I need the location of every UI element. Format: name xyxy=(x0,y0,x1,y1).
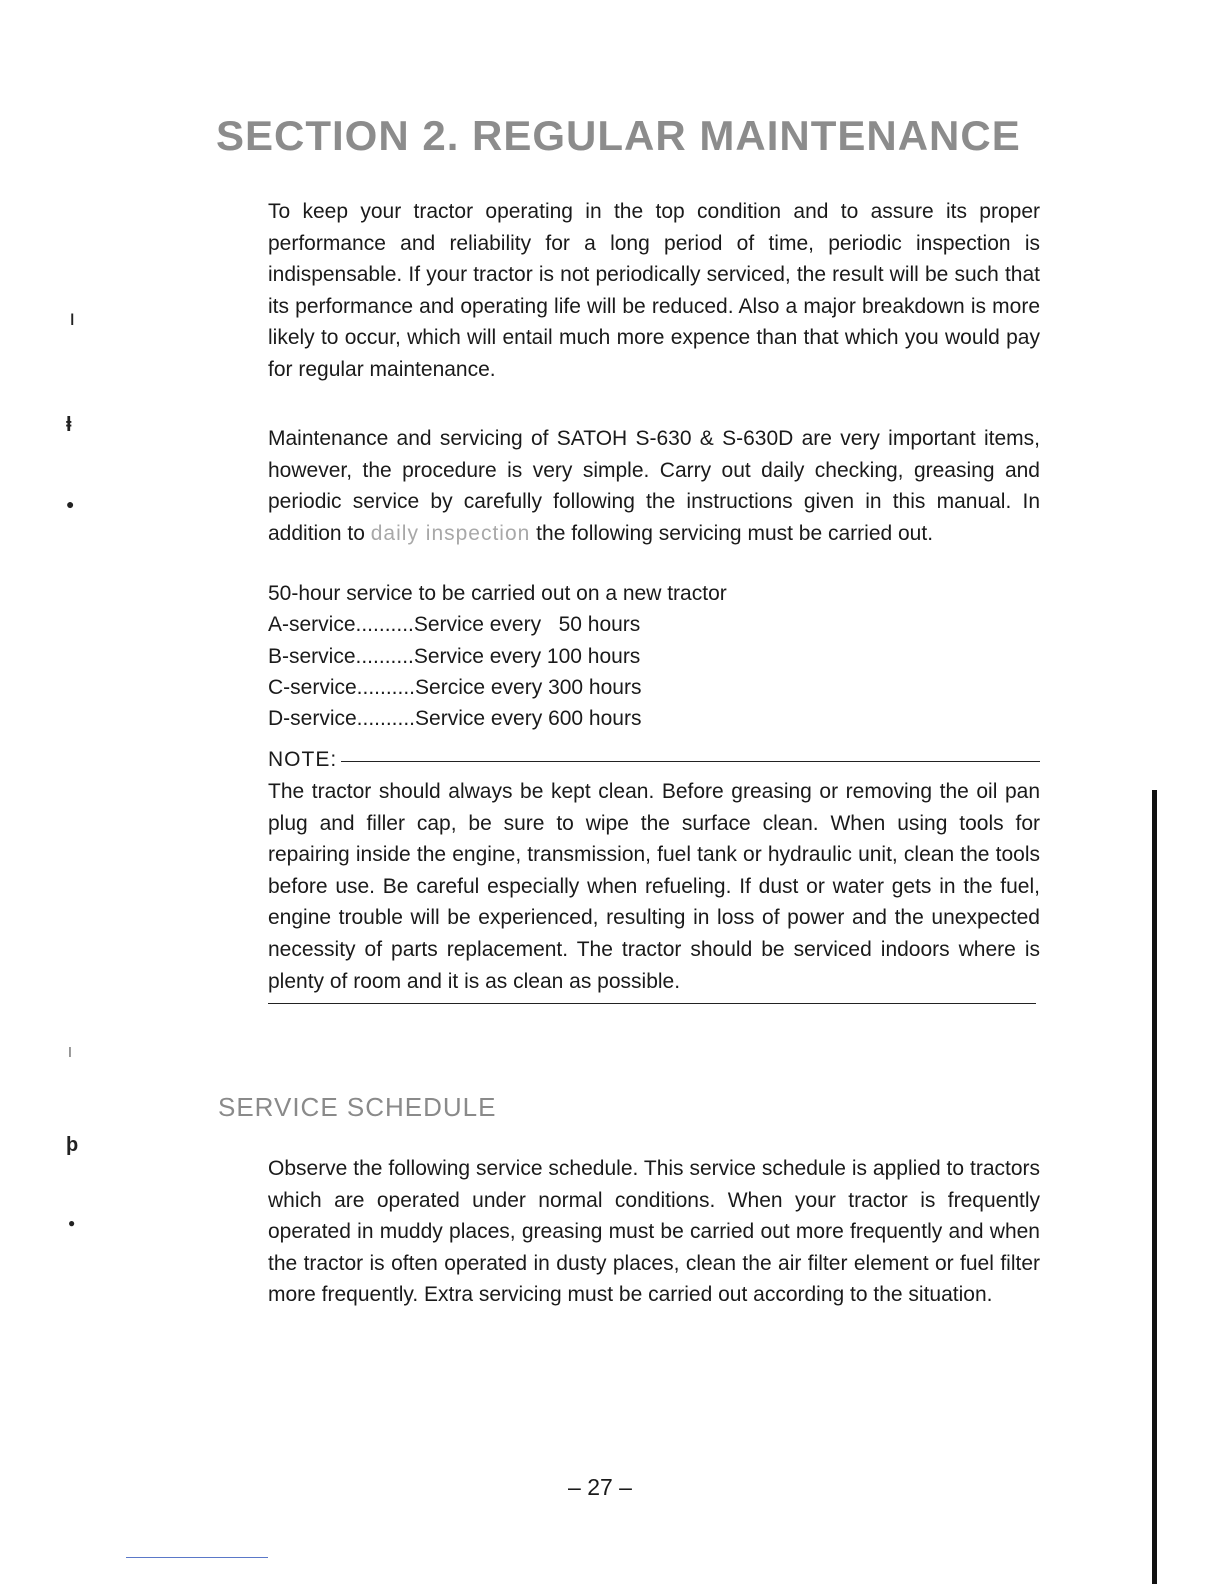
scan-mark: ⱡ xyxy=(66,414,72,436)
service-line-a: A-service..........Service every 50 hours xyxy=(268,613,641,637)
service-intervals-list xyxy=(268,578,1040,734)
intro-paragraph-2 xyxy=(268,423,1040,549)
note-header xyxy=(268,744,1040,776)
note-text: The tractor should always be kept clean. Before greasing or removing the oil pan plug and filler cap, be sure to wipe the surface clean. When using tools for repairing inside the engine, transmission, fuel tank or hydraulic unit, clean the tools before use. Be careful especially when refueling. If dust or water gets in the fuel, engine trouble will be experienced, resulting in loss of power and the unexpected necessity of parts replacement. The tractor should be serviced indoors where is plenty of room and it is as clean as possible. xyxy=(268,780,1040,993)
section-title: SECTION 2. REGULAR MAINTENANCE xyxy=(216,112,1021,159)
scan-mark: ǀ xyxy=(70,312,75,329)
intro-paragraph-2-before: Maintenance and servicing of SATOH S-630 & S-630D are very important items, however, the procedure is very simple. Carry out daily checking, greasing and periodic service by carefully following the instructions given in this manual. In addition to xyxy=(268,427,1040,545)
service-schedule-heading: SERVICE SCHEDULE xyxy=(218,1092,497,1122)
intro-paragraph-1: To keep your tractor operating in the top condition and to assure its proper performance and reliability for a long period of time, periodic inspection is indispensable. If your tractor is not periodically serviced, the result will be such that its performance and operating life will be reduced. Also a major breakdown is more likely to occur, which will entail much more expence than that which you would pay for regular maintenance. xyxy=(268,200,1040,381)
scan-mark: ϸ xyxy=(66,1134,79,1156)
scan-edge-bar xyxy=(1152,790,1157,1584)
faded-daily-inspection: daily inspection xyxy=(370,521,531,545)
intro-paragraph-2-after: the following servicing must be carried out. xyxy=(530,521,934,545)
service-line-b: B-service..........Service every 100 hours xyxy=(268,644,641,668)
note-bottom-rule xyxy=(268,1003,1036,1004)
service-schedule-paragraph: Observe the following service schedule. This service schedule is applied to tractors which are operated under normal conditions. When your tractor is frequently operated in muddy places, greasing must be carried out more frequently and when the tractor is often operated in dusty places, clean the air filter element or fuel filter more frequently. Extra servicing must be carried out according to the situation. xyxy=(268,1157,1040,1307)
service-line: 50-hour service to be carried out on a new tractor xyxy=(268,582,727,605)
note-top-rule xyxy=(341,761,1040,762)
service-line-d: D-service..........Service every 600 hours xyxy=(268,707,642,731)
scan-bottom-rule xyxy=(126,1557,268,1558)
page-number: – 27 – xyxy=(568,1474,632,1500)
scan-mark: ● xyxy=(68,1216,76,1230)
scan-mark: ● xyxy=(66,496,75,512)
service-line-c: C-service..........Sercice every 300 hours xyxy=(268,675,642,699)
scan-mark: ǀ xyxy=(68,1044,72,1060)
note-box xyxy=(268,744,1040,1004)
note-label: NOTE: xyxy=(268,748,338,771)
